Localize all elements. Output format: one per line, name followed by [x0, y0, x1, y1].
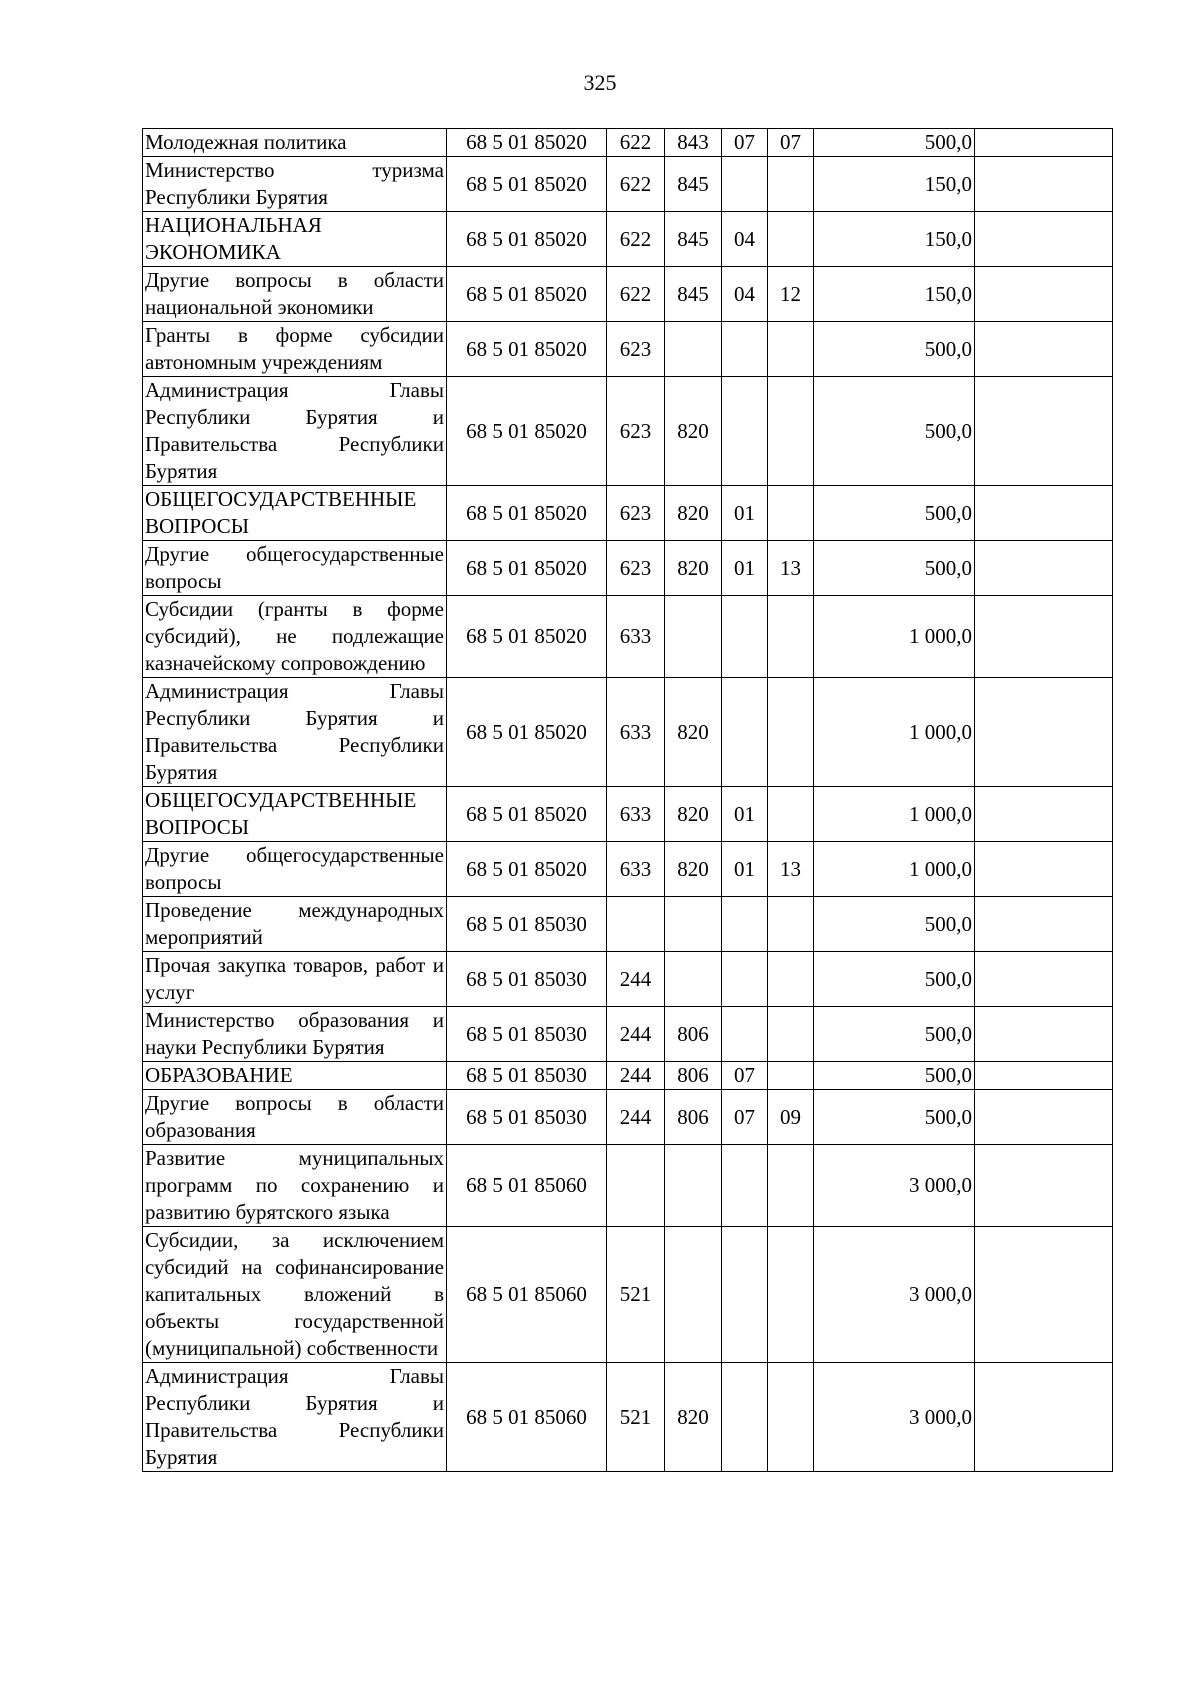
row-section-cell — [722, 1363, 768, 1472]
table-row — [143, 787, 1113, 842]
row-target-article-cell: 68 5 01 85020 — [447, 212, 607, 267]
row-section-cell — [722, 897, 768, 952]
row-administrator-cell: 820 — [665, 1363, 722, 1472]
row-administrator-cell — [665, 952, 722, 1007]
row-target-article-cell: 68 5 01 85020 — [447, 377, 607, 486]
row-target-article-cell: 68 5 01 85020 — [447, 486, 607, 541]
row-name-cell: НАЦИОНАЛЬНАЯ ЭКОНОМИКА — [143, 212, 447, 267]
row-target-article-cell: 68 5 01 85020 — [447, 596, 607, 678]
table-row — [143, 1007, 1113, 1062]
row-sum-cell: 500,0 — [814, 541, 975, 596]
table-row — [143, 129, 1113, 157]
row-section-cell — [722, 322, 768, 377]
row-sum-cell: 500,0 — [814, 897, 975, 952]
row-target-article-cell: 68 5 01 85060 — [447, 1145, 607, 1227]
row-administrator-cell: 845 — [665, 157, 722, 212]
row-section-cell: 01 — [722, 486, 768, 541]
row-administrator-cell: 806 — [665, 1062, 722, 1090]
row-extra-cell — [975, 129, 1113, 157]
row-expense-type-cell — [607, 1145, 665, 1227]
page-number: 325 — [583, 70, 617, 95]
row-expense-type-cell: 623 — [607, 377, 665, 486]
row-name-cell: Другие вопросы в области национальной экономики — [143, 267, 447, 322]
row-subsection-cell: 13 — [768, 541, 814, 596]
row-target-article-cell: 68 5 01 85030 — [447, 1062, 607, 1090]
row-target-article-cell: 68 5 01 85020 — [447, 322, 607, 377]
row-extra-cell — [975, 1363, 1113, 1472]
row-section-cell — [722, 1227, 768, 1363]
row-subsection-cell — [768, 1062, 814, 1090]
row-sum-cell: 500,0 — [814, 377, 975, 486]
row-target-article-cell: 68 5 01 85030 — [447, 952, 607, 1007]
row-expense-type-cell — [607, 897, 665, 952]
row-name-cell: Прочая закупка товаров, работ и услуг — [143, 952, 447, 1007]
row-section-cell: 07 — [722, 129, 768, 157]
row-extra-cell — [975, 1090, 1113, 1145]
row-extra-cell — [975, 678, 1113, 787]
row-sum-cell: 1 000,0 — [814, 842, 975, 897]
row-extra-cell — [975, 322, 1113, 377]
table-row — [143, 952, 1113, 1007]
row-expense-type-cell: 622 — [607, 129, 665, 157]
row-sum-cell: 500,0 — [814, 129, 975, 157]
row-target-article-cell: 68 5 01 85020 — [447, 157, 607, 212]
row-expense-type-cell: 244 — [607, 1062, 665, 1090]
row-name-cell: Гранты в форме субсидии автономным учреждениям — [143, 322, 447, 377]
row-target-article-cell: 68 5 01 85020 — [447, 267, 607, 322]
row-expense-type-cell: 244 — [607, 1007, 665, 1062]
row-target-article-cell: 68 5 01 85020 — [447, 541, 607, 596]
row-administrator-cell: 806 — [665, 1090, 722, 1145]
row-administrator-cell: 820 — [665, 541, 722, 596]
row-target-article-cell: 68 5 01 85030 — [447, 1007, 607, 1062]
row-extra-cell — [975, 377, 1113, 486]
row-subsection-cell — [768, 1007, 814, 1062]
row-section-cell: 07 — [722, 1062, 768, 1090]
row-administrator-cell: 820 — [665, 678, 722, 787]
row-subsection-cell — [768, 596, 814, 678]
row-administrator-cell — [665, 322, 722, 377]
row-subsection-cell — [768, 1363, 814, 1472]
table-row — [143, 541, 1113, 596]
row-extra-cell — [975, 596, 1113, 678]
table-row — [143, 842, 1113, 897]
table-row — [143, 267, 1113, 322]
row-sum-cell: 500,0 — [814, 1090, 975, 1145]
row-sum-cell: 500,0 — [814, 1062, 975, 1090]
row-name-cell: Субсидии (гранты в форме субсидий), не подлежащие казначейскому сопровождению — [143, 596, 447, 678]
row-expense-type-cell: 244 — [607, 1090, 665, 1145]
row-name-cell: Министерство образования и науки Республики Бурятия — [143, 1007, 447, 1062]
row-sum-cell: 3 000,0 — [814, 1145, 975, 1227]
row-sum-cell: 1 000,0 — [814, 596, 975, 678]
row-name-cell: Другие вопросы в области образования — [143, 1090, 447, 1145]
row-subsection-cell: 13 — [768, 842, 814, 897]
row-target-article-cell: 68 5 01 85060 — [447, 1227, 607, 1363]
table-row — [143, 596, 1113, 678]
row-section-cell: 04 — [722, 267, 768, 322]
row-subsection-cell — [768, 897, 814, 952]
row-name-cell: Другие общегосударственные вопросы — [143, 541, 447, 596]
row-expense-type-cell: 633 — [607, 842, 665, 897]
row-section-cell: 01 — [722, 541, 768, 596]
row-administrator-cell — [665, 1227, 722, 1363]
row-expense-type-cell: 521 — [607, 1363, 665, 1472]
row-target-article-cell: 68 5 01 85030 — [447, 1090, 607, 1145]
row-subsection-cell: 07 — [768, 129, 814, 157]
row-extra-cell — [975, 541, 1113, 596]
row-extra-cell — [975, 1227, 1113, 1363]
row-expense-type-cell: 623 — [607, 486, 665, 541]
row-extra-cell — [975, 212, 1113, 267]
row-extra-cell — [975, 952, 1113, 1007]
row-extra-cell — [975, 157, 1113, 212]
row-section-cell — [722, 1145, 768, 1227]
row-expense-type-cell: 623 — [607, 322, 665, 377]
row-name-cell: Министерство туризма Республики Бурятия — [143, 157, 447, 212]
row-subsection-cell — [768, 486, 814, 541]
row-section-cell: 04 — [722, 212, 768, 267]
row-extra-cell — [975, 1062, 1113, 1090]
table-row — [143, 1363, 1113, 1472]
row-subsection-cell — [768, 787, 814, 842]
row-administrator-cell — [665, 1145, 722, 1227]
row-name-cell: ОБРАЗОВАНИЕ — [143, 1062, 447, 1090]
row-administrator-cell: 845 — [665, 267, 722, 322]
row-sum-cell: 500,0 — [814, 952, 975, 1007]
row-name-cell: Проведение международных мероприятий — [143, 897, 447, 952]
row-administrator-cell: 845 — [665, 212, 722, 267]
row-extra-cell — [975, 842, 1113, 897]
row-sum-cell: 500,0 — [814, 1007, 975, 1062]
row-administrator-cell: 806 — [665, 1007, 722, 1062]
row-subsection-cell — [768, 322, 814, 377]
row-target-article-cell: 68 5 01 85020 — [447, 129, 607, 157]
row-target-article-cell: 68 5 01 85020 — [447, 678, 607, 787]
row-extra-cell — [975, 1007, 1113, 1062]
row-expense-type-cell: 622 — [607, 212, 665, 267]
row-administrator-cell: 843 — [665, 129, 722, 157]
row-subsection-cell — [768, 157, 814, 212]
row-extra-cell — [975, 787, 1113, 842]
row-target-article-cell: 68 5 01 85060 — [447, 1363, 607, 1472]
row-administrator-cell: 820 — [665, 842, 722, 897]
row-subsection-cell: 09 — [768, 1090, 814, 1145]
row-extra-cell — [975, 1145, 1113, 1227]
row-expense-type-cell: 521 — [607, 1227, 665, 1363]
row-name-cell: ОБЩЕГОСУДАРСТВЕННЫЕ ВОПРОСЫ — [143, 486, 447, 541]
table-row — [143, 678, 1113, 787]
row-name-cell: Молодежная политика — [143, 129, 447, 157]
row-subsection-cell — [768, 1227, 814, 1363]
table-row — [143, 486, 1113, 541]
row-name-cell: Администрация Главы Республики Бурятия и Правительства Республики Бурятия — [143, 377, 447, 486]
table-row — [143, 1090, 1113, 1145]
row-sum-cell: 150,0 — [814, 157, 975, 212]
row-sum-cell: 1 000,0 — [814, 787, 975, 842]
row-subsection-cell — [768, 377, 814, 486]
row-section-cell — [722, 952, 768, 1007]
row-name-cell: Другие общегосударственные вопросы — [143, 842, 447, 897]
row-sum-cell: 150,0 — [814, 267, 975, 322]
row-target-article-cell: 68 5 01 85030 — [447, 897, 607, 952]
row-sum-cell: 3 000,0 — [814, 1363, 975, 1472]
row-sum-cell: 150,0 — [814, 212, 975, 267]
row-subsection-cell — [768, 678, 814, 787]
table-row — [143, 212, 1113, 267]
row-subsection-cell — [768, 212, 814, 267]
row-target-article-cell: 68 5 01 85020 — [447, 842, 607, 897]
row-expense-type-cell: 633 — [607, 678, 665, 787]
table-row — [143, 157, 1113, 212]
row-administrator-cell: 820 — [665, 486, 722, 541]
table-row — [143, 1062, 1113, 1090]
table-row — [143, 897, 1113, 952]
row-administrator-cell — [665, 596, 722, 678]
row-section-cell: 07 — [722, 1090, 768, 1145]
row-name-cell: Администрация Главы Республики Бурятия и Правительства Республики Бурятия — [143, 678, 447, 787]
row-expense-type-cell: 633 — [607, 787, 665, 842]
row-name-cell: Развитие муниципальных программ по сохранению и развитию бурятского языка — [143, 1145, 447, 1227]
row-expense-type-cell: 622 — [607, 157, 665, 212]
row-subsection-cell — [768, 1145, 814, 1227]
row-subsection-cell: 12 — [768, 267, 814, 322]
row-section-cell — [722, 377, 768, 486]
row-subsection-cell — [768, 952, 814, 1007]
table-row — [143, 322, 1113, 377]
table-row — [143, 377, 1113, 486]
table-row — [143, 1145, 1113, 1227]
row-section-cell: 01 — [722, 842, 768, 897]
row-extra-cell — [975, 486, 1113, 541]
row-extra-cell — [975, 267, 1113, 322]
row-sum-cell: 3 000,0 — [814, 1227, 975, 1363]
row-expense-type-cell: 633 — [607, 596, 665, 678]
row-target-article-cell: 68 5 01 85020 — [447, 787, 607, 842]
row-name-cell: ОБЩЕГОСУДАРСТВЕННЫЕ ВОПРОСЫ — [143, 787, 447, 842]
row-expense-type-cell: 244 — [607, 952, 665, 1007]
budget-table — [142, 128, 1113, 1472]
row-section-cell: 01 — [722, 787, 768, 842]
row-section-cell — [722, 157, 768, 212]
row-administrator-cell: 820 — [665, 377, 722, 486]
row-sum-cell: 500,0 — [814, 322, 975, 377]
row-extra-cell — [975, 897, 1113, 952]
row-expense-type-cell: 623 — [607, 541, 665, 596]
row-administrator-cell: 820 — [665, 787, 722, 842]
row-expense-type-cell: 622 — [607, 267, 665, 322]
row-administrator-cell — [665, 897, 722, 952]
row-sum-cell: 1 000,0 — [814, 678, 975, 787]
table-row — [143, 1227, 1113, 1363]
row-sum-cell: 500,0 — [814, 486, 975, 541]
row-name-cell: Субсидии, за исключением субсидий на софинансирование капитальных вложений в объекты государственной (муниципальной) собственности — [143, 1227, 447, 1363]
row-section-cell — [722, 1007, 768, 1062]
row-name-cell: Администрация Главы Республики Бурятия и Правительства Республики Бурятия — [143, 1363, 447, 1472]
row-section-cell — [722, 678, 768, 787]
row-section-cell — [722, 596, 768, 678]
